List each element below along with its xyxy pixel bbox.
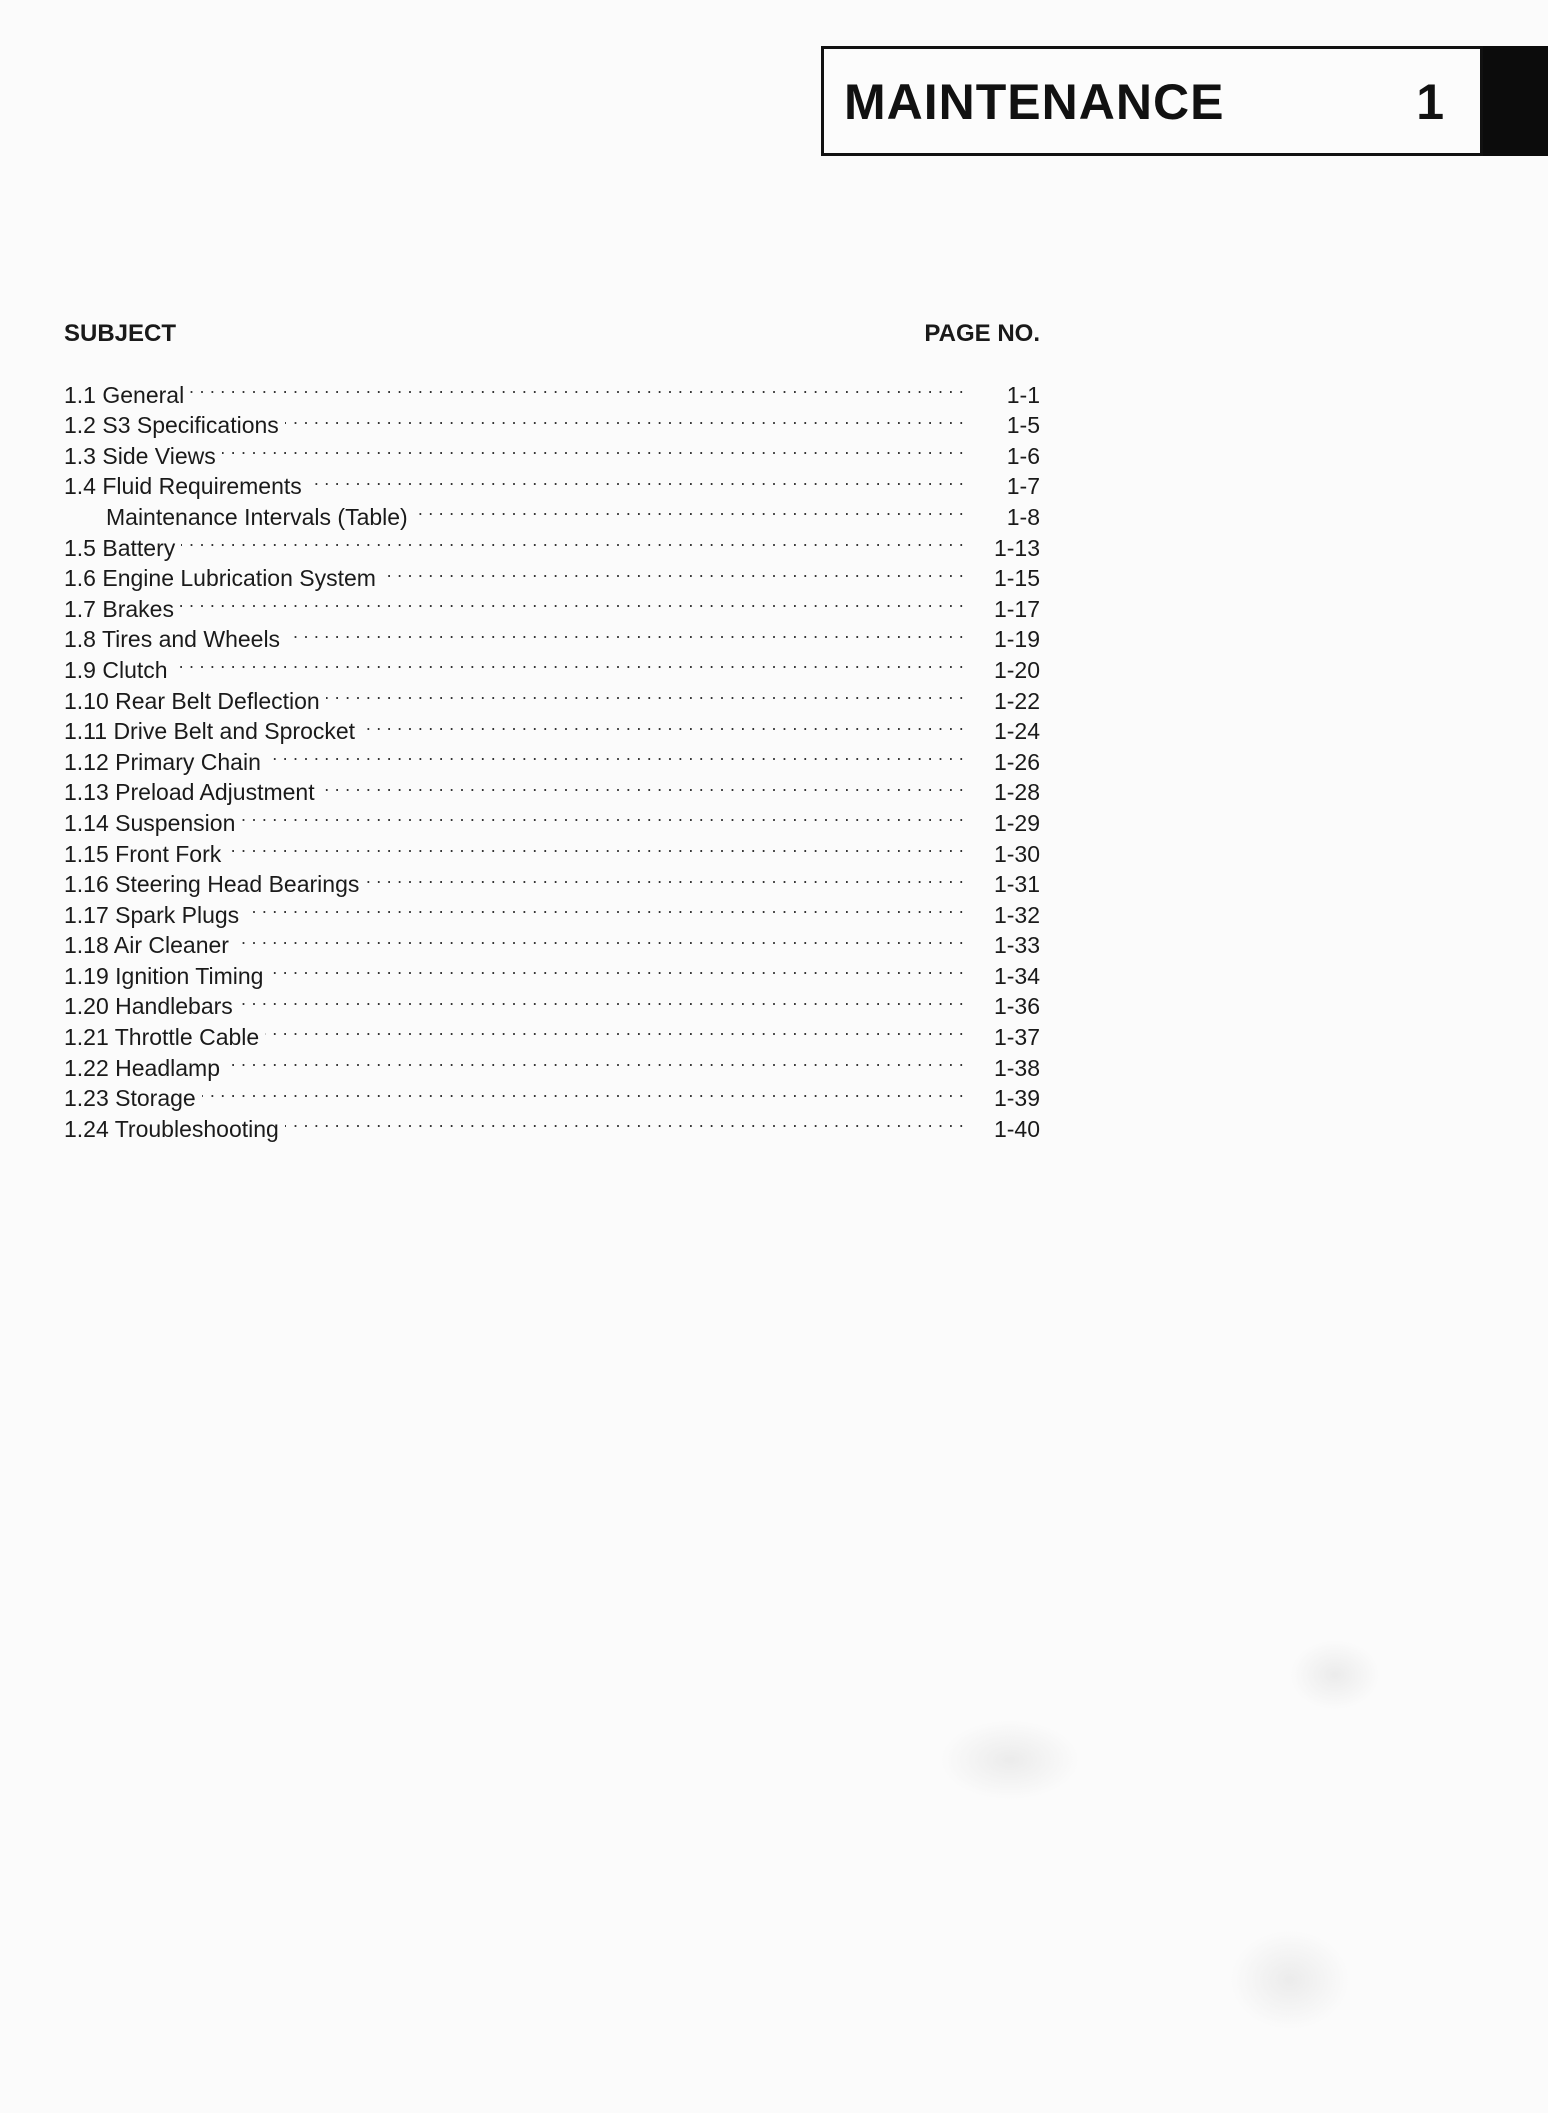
toc-entry bbox=[64, 556, 1040, 592]
page-smudge bbox=[940, 1720, 1080, 1800]
toc-entry-page: 1-29 bbox=[993, 809, 1040, 836]
dot-leader bbox=[269, 953, 964, 984]
toc-entry-page: 1-31 bbox=[993, 871, 1040, 898]
toc-entry-label: 1.13 Preload Adjustment bbox=[64, 779, 315, 806]
toc-entry-page: 1-20 bbox=[993, 656, 1040, 683]
toc-entry-label: 1.3 Side Views bbox=[64, 442, 216, 469]
dot-leader bbox=[245, 892, 964, 923]
toc-entry-label: 1.17 Spark Plugs bbox=[64, 901, 240, 928]
toc-entry bbox=[64, 678, 1040, 714]
dot-leader bbox=[365, 862, 964, 893]
dot-leader bbox=[202, 1076, 964, 1107]
toc-entry bbox=[64, 617, 1040, 653]
toc-entry-page: 1-24 bbox=[993, 718, 1040, 745]
toc-header bbox=[64, 320, 1040, 372]
dot-leader bbox=[235, 923, 964, 954]
toc-entry-page: 1-36 bbox=[993, 993, 1040, 1020]
toc-entry-page: 1-40 bbox=[993, 1115, 1040, 1142]
toc-entry-label: 1.8 Tires and Wheels bbox=[64, 626, 281, 653]
chapter-tab bbox=[1483, 46, 1548, 156]
dot-leader bbox=[265, 1014, 964, 1045]
toc-entry-page: 1-26 bbox=[993, 748, 1040, 775]
toc-entry-label: 1.24 Troubleshooting bbox=[64, 1115, 279, 1142]
toc-entry-label: 1.21 Throttle Cable bbox=[64, 1024, 260, 1051]
subject-column-header: SUBJECT bbox=[64, 320, 177, 347]
toc-entry-label: 1.7 Brakes bbox=[64, 595, 174, 622]
toc-entry-page: 1-1 bbox=[1006, 381, 1040, 408]
page-column-header: PAGE NO. bbox=[924, 320, 1040, 347]
dot-leader bbox=[180, 586, 964, 617]
toc-entry-page: 1-17 bbox=[993, 595, 1040, 622]
toc-entry-label: 1.15 Front Fork bbox=[64, 840, 222, 867]
toc-entry bbox=[64, 1106, 1040, 1142]
toc-entry-label: 1.23 Storage bbox=[64, 1085, 196, 1112]
dot-leader bbox=[267, 739, 964, 770]
dot-leader bbox=[239, 984, 964, 1015]
dot-leader bbox=[241, 800, 964, 831]
toc-entry-label: 1.19 Ignition Timing bbox=[64, 962, 264, 989]
toc-entry-label: 1.4 Fluid Requirements bbox=[64, 473, 302, 500]
chapter-header bbox=[821, 46, 1483, 156]
toc-entry-label: 1.16 Steering Head Bearings bbox=[64, 871, 360, 898]
toc-entry-page: 1-5 bbox=[1006, 412, 1040, 439]
page-smudge bbox=[1290, 1640, 1380, 1710]
toc-entry-label: 1.18 Air Cleaner bbox=[64, 932, 229, 959]
toc-entry-page: 1-30 bbox=[993, 840, 1040, 867]
toc-entry-page: 1-22 bbox=[993, 687, 1040, 714]
toc-entry-label: 1.20 Handlebars bbox=[64, 993, 233, 1020]
toc-entry-label: 1.12 Primary Chain bbox=[64, 748, 261, 775]
page-smudge bbox=[1230, 1930, 1350, 2030]
toc-entry-label: Maintenance Intervals (Table) bbox=[106, 503, 408, 530]
toc-entry-page: 1-39 bbox=[993, 1085, 1040, 1112]
dot-leader bbox=[190, 372, 964, 403]
toc-entry-page: 1-33 bbox=[993, 932, 1040, 959]
toc-entry-label: 1.10 Rear Belt Deflection bbox=[64, 687, 320, 714]
toc-entry-label: 1.9 Clutch bbox=[64, 656, 168, 683]
toc-entry bbox=[64, 525, 1040, 561]
toc-entry-label: 1.2 S3 Specifications bbox=[64, 412, 279, 439]
toc-entry-page: 1-8 bbox=[1006, 503, 1040, 530]
dot-leader bbox=[222, 433, 964, 464]
toc-entry-label: 1.5 Battery bbox=[64, 534, 176, 561]
chapter-number: 1 bbox=[1416, 74, 1444, 130]
dot-leader bbox=[174, 647, 964, 678]
toc-entry bbox=[64, 403, 1040, 439]
toc-entry bbox=[64, 1076, 1040, 1112]
toc-entry-page: 1-38 bbox=[993, 1054, 1040, 1081]
dot-leader bbox=[414, 494, 964, 525]
toc-entry-page: 1-28 bbox=[993, 779, 1040, 806]
dot-leader bbox=[382, 556, 964, 587]
toc-entry-label: 1.1 General bbox=[64, 381, 185, 408]
toc-entry-page: 1-6 bbox=[1006, 442, 1040, 469]
chapter-title: MAINTENANCE bbox=[844, 74, 1225, 130]
toc-entry-page: 1-7 bbox=[1006, 473, 1040, 500]
toc-entry-label: 1.6 Engine Lubrication System bbox=[64, 565, 376, 592]
toc-entry-page: 1-37 bbox=[993, 1024, 1040, 1051]
toc-entry-label: 1.22 Headlamp bbox=[64, 1054, 220, 1081]
toc-entry bbox=[64, 372, 1040, 408]
toc-entry-page: 1-13 bbox=[993, 534, 1040, 561]
dot-leader bbox=[326, 678, 964, 709]
dot-leader bbox=[361, 709, 964, 740]
toc-entry-page: 1-32 bbox=[993, 901, 1040, 928]
dot-leader bbox=[227, 831, 964, 862]
toc-entry-label: 1.14 Suspension bbox=[64, 809, 236, 836]
toc-entries bbox=[64, 372, 1040, 1142]
toc-entry-page: 1-34 bbox=[993, 962, 1040, 989]
toc-entry bbox=[64, 586, 1040, 622]
dot-leader bbox=[308, 464, 964, 495]
toc-entry bbox=[64, 647, 1040, 683]
dot-leader bbox=[285, 1106, 964, 1137]
dot-leader bbox=[321, 770, 964, 801]
table-of-contents bbox=[64, 320, 1040, 1142]
dot-leader bbox=[286, 617, 964, 648]
dot-leader bbox=[226, 1045, 964, 1076]
toc-entry-page: 1-15 bbox=[993, 565, 1040, 592]
toc-entry-label: 1.11 Drive Belt and Sprocket bbox=[64, 718, 356, 745]
toc-entry-page: 1-19 bbox=[993, 626, 1040, 653]
dot-leader bbox=[181, 525, 964, 556]
dot-leader bbox=[285, 403, 964, 434]
